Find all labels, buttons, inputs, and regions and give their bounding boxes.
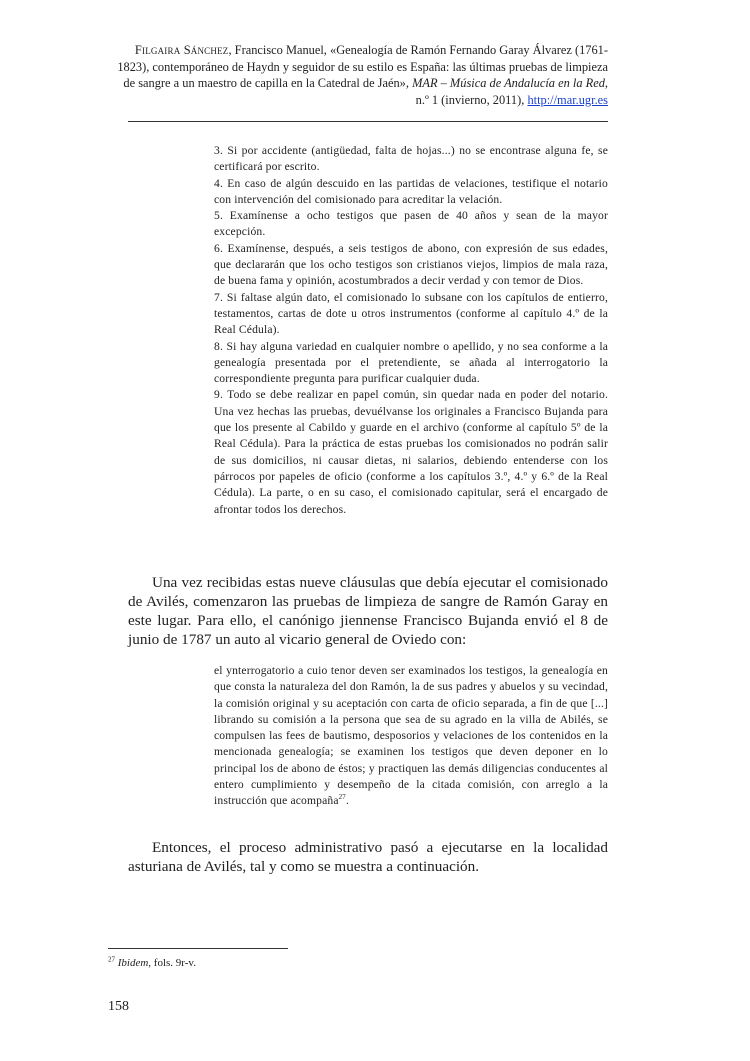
footnote-number: 27	[108, 955, 115, 964]
auto-quote-text: el ynterrogatorio a cuio tenor deven ser examinados los testigos, la genealogía en que consta la naturaleza del don Ramón, la de sus padres y abuelos y su vecindad, la comisión original y su aceptación con carta de oficio separada, a fin de que [...] librando su comisión a la persona que sea de su agrado en la villa de Abilés, se compulsen las fees de bautismo, desposorios y velaciones de los contenidos en la mencionada genealogía; se examinen los testigos que deven deponer en lo principal los de abono de éstos; y practiquen las demás diligencias conducentes al entero cumplimiento y desempeño de la citada comisión, con arreglo a la instrucción que acompaña	[214, 664, 608, 808]
clause-6: 6. Examínense, después, a seis testigos de abono, con expresión de sus edades, que declararán que los ocho testigos son cristianos viejos, limpios de mala raza, de buena fama y opinión, acostumbrados a decir verdad y con temor de Dios.	[214, 241, 608, 288]
body-paragraph-1: Una vez recibidas estas nueve cláusulas que debía ejecutar el comisionado de Avilés, comenzaron las pruebas de limpieza de sangre de Ramón Garay en este lugar. Para ello, el canónigo jiennense Francisco Bujanda envió el 8 de junio de 1787 un auto al vicario general de Oviedo con:	[128, 574, 608, 648]
auto-quote: el ynterrogatorio a cuio tenor deven ser examinados los testigos, la genealogía en que consta la naturaleza del don Ramón, la de sus padres y abuelos y su vecindad, la comisión original y su aceptación con carta de oficio separada, a fin de que [...] librando su comisión a la persona que sea de su agrado en la villa de Abilés, se compulsen las fees de bautismo, desposorios y velaciones de los contenidos en la mencionada genealogía; se examinen los testigos que deven deponer en lo principal los de abono de éstos; y practiquen las demás diligencias conducentes al entero cumplimiento y desempeño de la citada comisión, con arreglo a la instrucción que acompaña$^{27}$.	[214, 664, 608, 808]
footnote-27	[108, 956, 196, 970]
clause-8: 8. Si hay alguna variedad en cualquier nombre o apellido, y no sea conforme a la genealogía presentada por el pretendiente, se añada al interrogatorio la correspondiente pregunta para purificar cualquier duda.	[214, 339, 608, 386]
header-line1: , Francisco Manuel, «Genealogía de Ramón Fernando Garay Álvarez (1761-	[228, 43, 608, 57]
clause-7: 7. Si faltase algún dato, el comisionado lo subsane con los capítulos de entierro, testamentos, cartas de dote u otros instrumentos (conforme al capítulo 4.º de la Real Cédula).	[214, 290, 608, 337]
header-journal: MAR – Música de Andalucía en la Red	[412, 76, 605, 90]
header-line4: n.º 1 (invierno, 2011),	[415, 92, 528, 107]
clause-9: 9. Todo se debe realizar en papel común, sin quedar nada en poder del notario. Una vez hechas las pruebas, devuélvanse los originales a Francisco Bujanda para que los presente al Cabildo y guarde en el archivo (conforme al capítulo 5º de la Real Cédula). Para la práctica de estas pruebas los comisionados no podrán salir de sus domicilios, ni causar dietas, ni salarios, debiendo entenderse con los párrocos por papeles de oficio (conforme a los capítulos 3.º, 4.º y 6.º de la Real Cédula). La parte, o en su caso, el comisionado capitular, será el encargado de afrontar todos los derechos.	[214, 388, 608, 516]
footnote-ref: Ibidem	[117, 957, 149, 969]
footnote-divider	[108, 948, 288, 949]
header-author: Filgaira Sánchez	[134, 43, 229, 57]
header-line2: 1823), contemporáneo de Haydn y seguidor de su estilo es España: las últimas pruebas de limpieza	[117, 59, 608, 74]
running-header	[108, 42, 608, 108]
clauses-quote	[214, 143, 608, 518]
body-paragraph-2: Entonces, el proceso administrativo pasó a ejecutarse en la localidad asturiana de Avilés, tal y como se muestra a continuación.	[128, 839, 608, 875]
footnote-text: , fols. 9r-v.	[148, 957, 196, 969]
journal-link[interactable]: http://mar.ugr.es	[527, 92, 608, 107]
clause-5: 5. Examínense a ocho testigos que pasen de 40 años y sean de la mayor excepción.	[214, 209, 608, 239]
header-comma: ,	[604, 76, 608, 90]
page-number: 158	[108, 999, 129, 1014]
header-line3: de sangre a un maestro de capilla en la Catedral de Jaén»,	[123, 76, 413, 90]
clause-3: 3. Si por accidente (antigüedad, falta de hojas...) no se encontrase alguna fe, se certificará por escrito.	[214, 144, 608, 174]
clause-4: 4. En caso de algún descuido en las partidas de velaciones, testifique el notario con intervención del comisionado para acreditar la velación.	[214, 176, 608, 206]
footnote-ref-27[interactable]: 27	[338, 793, 346, 802]
header-divider	[128, 121, 608, 122]
